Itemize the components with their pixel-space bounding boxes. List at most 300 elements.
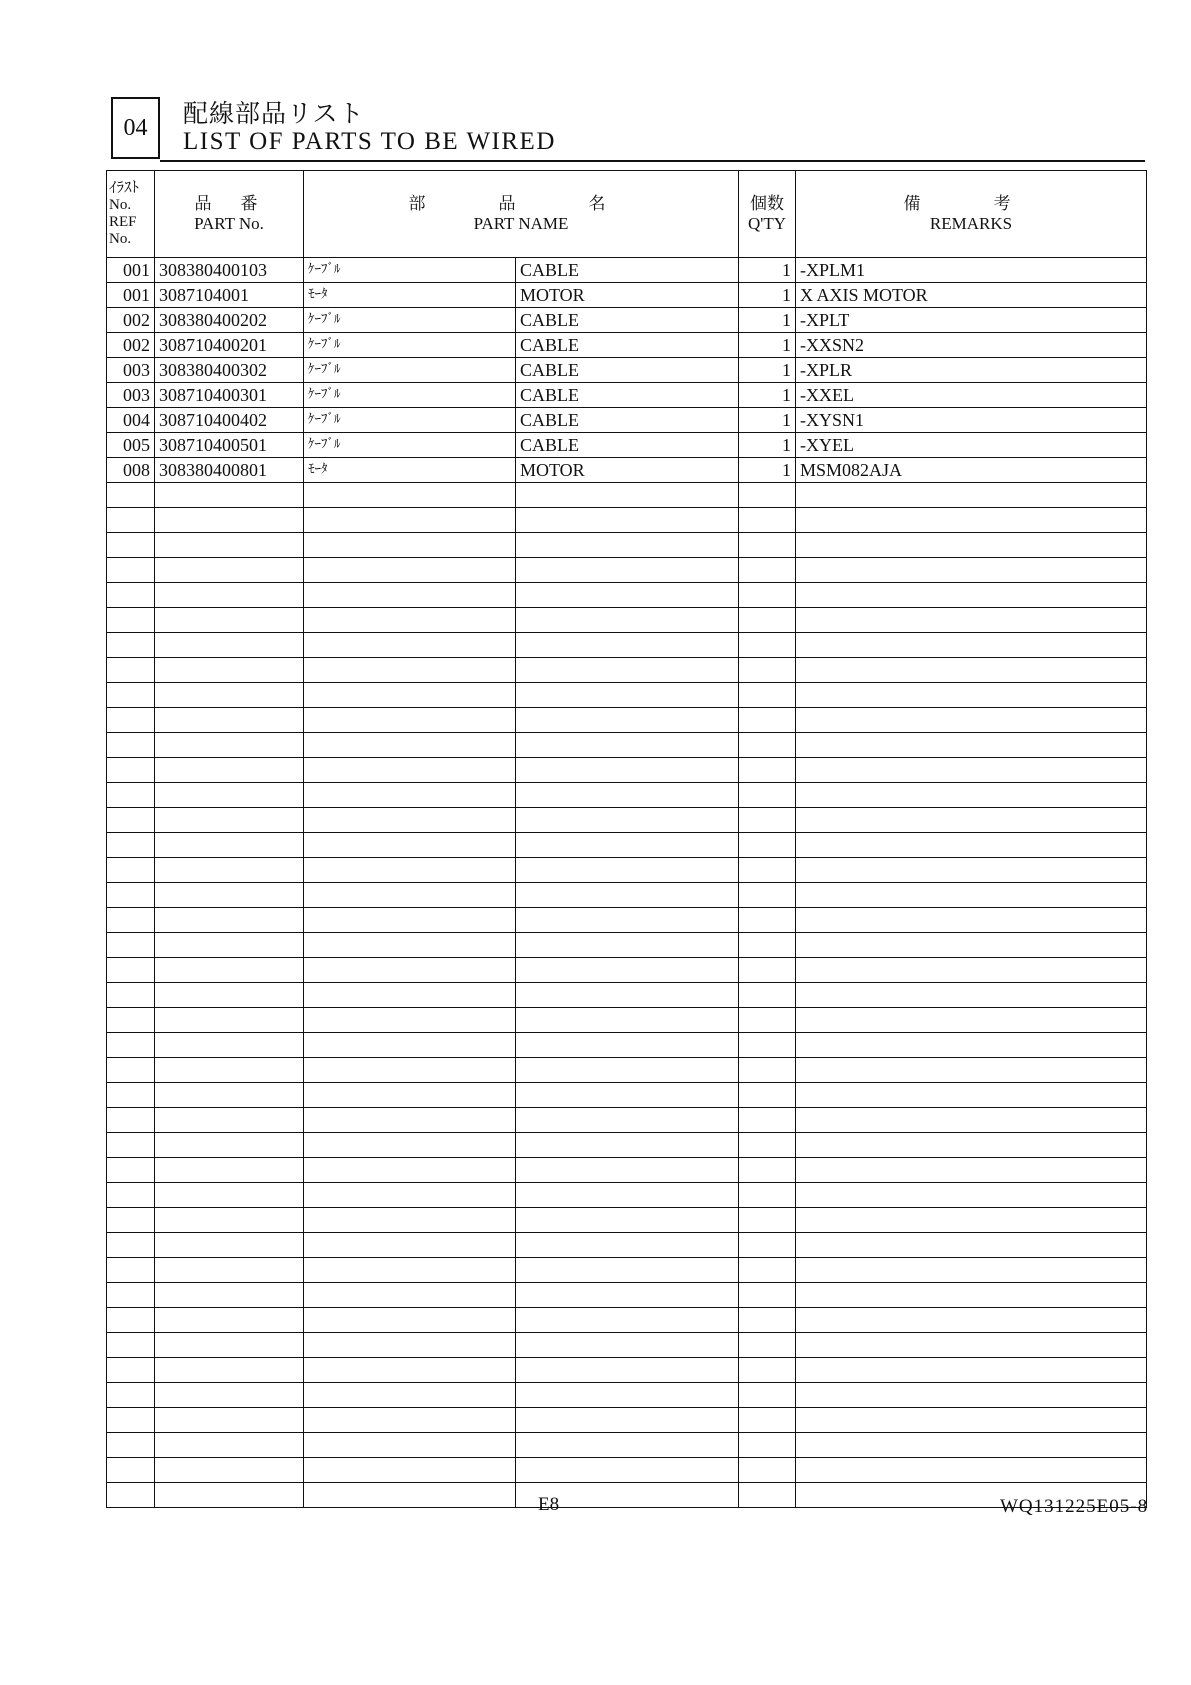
empty-cell-name-jp: [304, 883, 516, 908]
empty-cell-name-en: [516, 1383, 739, 1408]
empty-cell-part-no: [155, 1258, 304, 1283]
empty-cell-part-no: [155, 783, 304, 808]
empty-cell-name-jp: [304, 958, 516, 983]
empty-cell-part-no: [155, 583, 304, 608]
table-row: [107, 283, 1147, 308]
empty-cell-remarks: [796, 1008, 1147, 1033]
empty-cell-part-no: [155, 683, 304, 708]
empty-cell-ref: [107, 833, 155, 858]
empty-cell-part-no: [155, 1458, 304, 1483]
empty-cell-ref: [107, 1158, 155, 1183]
empty-cell-ref: [107, 783, 155, 808]
empty-cell-ref: [107, 708, 155, 733]
empty-cell-name-jp: [304, 1083, 516, 1108]
empty-table-row: [107, 783, 1147, 808]
empty-cell-qty: [739, 683, 796, 708]
empty-cell-name-jp: [304, 933, 516, 958]
empty-cell-name-en: [516, 558, 739, 583]
empty-cell-part-no: [155, 983, 304, 1008]
empty-table-row: [107, 1258, 1147, 1283]
empty-cell-name-en: [516, 1108, 739, 1133]
empty-cell-part-no: [155, 733, 304, 758]
empty-table-row: [107, 958, 1147, 983]
cell-name-jp: ｹｰﾌﾞﾙ: [304, 308, 516, 333]
empty-table-row: [107, 633, 1147, 658]
empty-cell-name-en: [516, 983, 739, 1008]
header-part-no: [155, 171, 304, 258]
table-row: [107, 408, 1147, 433]
empty-table-row: [107, 933, 1147, 958]
empty-cell-ref: [107, 1058, 155, 1083]
empty-table-row: [107, 1133, 1147, 1158]
empty-cell-qty: [739, 633, 796, 658]
empty-cell-name-jp: [304, 608, 516, 633]
empty-cell-qty: [739, 808, 796, 833]
empty-cell-qty: [739, 533, 796, 558]
empty-table-row: [107, 1458, 1147, 1483]
cell-ref: 002: [107, 308, 155, 333]
empty-table-row: [107, 1233, 1147, 1258]
empty-cell-qty: [739, 958, 796, 983]
empty-cell-ref: [107, 683, 155, 708]
empty-cell-part-no: [155, 633, 304, 658]
empty-cell-qty: [739, 1383, 796, 1408]
empty-table-row: [107, 858, 1147, 883]
empty-cell-name-jp: [304, 683, 516, 708]
empty-cell-qty: [739, 1283, 796, 1308]
empty-cell-ref: [107, 1308, 155, 1333]
empty-cell-qty: [739, 1108, 796, 1133]
empty-cell-name-en: [516, 683, 739, 708]
empty-cell-qty: [739, 1333, 796, 1358]
empty-table-row: [107, 1183, 1147, 1208]
empty-cell-part-no: [155, 958, 304, 983]
empty-cell-part-no: [155, 483, 304, 508]
empty-cell-qty: [739, 1258, 796, 1283]
empty-cell-name-jp: [304, 1483, 516, 1508]
empty-cell-qty: [739, 1183, 796, 1208]
empty-cell-ref: [107, 1108, 155, 1133]
empty-cell-qty: [739, 1158, 796, 1183]
empty-table-row: [107, 533, 1147, 558]
empty-table-row: [107, 1208, 1147, 1233]
cell-ref: 002: [107, 333, 155, 358]
empty-cell-name-jp: [304, 1008, 516, 1033]
cell-name-en: CABLE: [516, 333, 739, 358]
empty-cell-name-jp: [304, 833, 516, 858]
empty-cell-ref: [107, 1208, 155, 1233]
empty-cell-qty: [739, 608, 796, 633]
cell-ref: 001: [107, 258, 155, 283]
empty-cell-part-no: [155, 1133, 304, 1158]
empty-cell-part-no: [155, 1008, 304, 1033]
empty-cell-name-en: [516, 758, 739, 783]
empty-cell-name-en: [516, 508, 739, 533]
empty-cell-remarks: [796, 533, 1147, 558]
empty-cell-remarks: [796, 1383, 1147, 1408]
cell-name-en: CABLE: [516, 408, 739, 433]
empty-cell-part-no: [155, 558, 304, 583]
page-number: E8: [538, 1494, 560, 1515]
empty-cell-name-jp: [304, 1433, 516, 1458]
empty-cell-ref: [107, 483, 155, 508]
empty-cell-part-no: [155, 833, 304, 858]
empty-cell-ref: [107, 1258, 155, 1283]
empty-cell-ref: [107, 1233, 155, 1258]
empty-cell-remarks: [796, 1083, 1147, 1108]
empty-cell-name-en: [516, 1233, 739, 1258]
empty-cell-part-no: [155, 1108, 304, 1133]
cell-part-no: 308380400202: [155, 308, 304, 333]
empty-cell-ref: [107, 733, 155, 758]
empty-cell-ref: [107, 758, 155, 783]
empty-cell-remarks: [796, 908, 1147, 933]
cell-name-en: MOTOR: [516, 458, 739, 483]
cell-part-no: 3087104001: [155, 283, 304, 308]
empty-table-row: [107, 683, 1147, 708]
empty-cell-qty: [739, 1308, 796, 1333]
empty-cell-qty: [739, 1408, 796, 1433]
empty-table-row: [107, 1033, 1147, 1058]
cell-ref: 008: [107, 458, 155, 483]
empty-cell-part-no: [155, 1083, 304, 1108]
empty-cell-remarks: [796, 983, 1147, 1008]
empty-cell-qty: [739, 858, 796, 883]
empty-cell-remarks: [796, 1258, 1147, 1283]
empty-cell-remarks: [796, 508, 1147, 533]
header-ref-line-3: REF: [109, 214, 137, 230]
empty-cell-name-en: [516, 733, 739, 758]
empty-cell-remarks: [796, 1233, 1147, 1258]
empty-cell-remarks: [796, 1333, 1147, 1358]
table-row: [107, 308, 1147, 333]
empty-cell-qty: [739, 908, 796, 933]
page-title-english: LIST OF PARTS TO BE WIRED: [183, 128, 556, 155]
empty-cell-name-jp: [304, 1383, 516, 1408]
empty-table-row: [107, 608, 1147, 633]
empty-cell-part-no: [155, 808, 304, 833]
empty-table-row: [107, 733, 1147, 758]
empty-cell-part-no: [155, 508, 304, 533]
empty-cell-qty: [739, 933, 796, 958]
empty-cell-qty: [739, 983, 796, 1008]
empty-cell-remarks: [796, 1433, 1147, 1458]
parts-table-body: [107, 258, 1147, 1508]
header-part-no-en: PART No.: [194, 214, 264, 233]
empty-cell-ref: [107, 808, 155, 833]
cell-name-en: CABLE: [516, 358, 739, 383]
cell-qty: 1: [739, 258, 796, 283]
empty-cell-ref: [107, 1458, 155, 1483]
cell-part-no: 308710400201: [155, 333, 304, 358]
cell-ref: 004: [107, 408, 155, 433]
empty-cell-ref: [107, 1433, 155, 1458]
empty-cell-part-no: [155, 1283, 304, 1308]
table-row: [107, 258, 1147, 283]
empty-cell-remarks: [796, 1358, 1147, 1383]
empty-cell-qty: [739, 1133, 796, 1158]
empty-cell-qty: [739, 733, 796, 758]
empty-cell-part-no: [155, 858, 304, 883]
table-row: [107, 458, 1147, 483]
cell-remarks: -XXEL: [796, 383, 1147, 408]
header-qty: [739, 171, 796, 258]
empty-cell-remarks: [796, 658, 1147, 683]
empty-cell-qty: [739, 1058, 796, 1083]
header-ref: [107, 171, 155, 258]
cell-name-jp: ｹｰﾌﾞﾙ: [304, 333, 516, 358]
empty-cell-name-en: [516, 1358, 739, 1383]
empty-cell-part-no: [155, 1183, 304, 1208]
empty-cell-name-jp: [304, 658, 516, 683]
empty-table-row: [107, 708, 1147, 733]
empty-cell-name-jp: [304, 1408, 516, 1433]
header-qty-jp: 個数: [750, 194, 784, 214]
cell-qty: 1: [739, 408, 796, 433]
header-qty-en: Q'TY: [747, 214, 786, 233]
empty-cell-ref: [107, 1083, 155, 1108]
empty-cell-ref: [107, 1008, 155, 1033]
empty-cell-name-en: [516, 1158, 739, 1183]
empty-cell-remarks: [796, 708, 1147, 733]
empty-cell-name-en: [516, 908, 739, 933]
empty-cell-name-en: [516, 833, 739, 858]
empty-cell-remarks: [796, 483, 1147, 508]
empty-cell-part-no: [155, 1308, 304, 1333]
empty-table-row: [107, 883, 1147, 908]
empty-cell-name-jp: [304, 508, 516, 533]
empty-cell-name-jp: [304, 483, 516, 508]
cell-qty: 1: [739, 333, 796, 358]
empty-cell-name-jp: [304, 908, 516, 933]
cell-remarks: -XXSN2: [796, 333, 1147, 358]
empty-cell-name-jp: [304, 1183, 516, 1208]
empty-cell-ref: [107, 883, 155, 908]
empty-cell-name-jp: [304, 1158, 516, 1183]
empty-cell-remarks: [796, 958, 1147, 983]
empty-cell-ref: [107, 1283, 155, 1308]
cell-ref: 003: [107, 358, 155, 383]
empty-cell-remarks: [796, 758, 1147, 783]
empty-cell-part-no: [155, 1208, 304, 1233]
empty-cell-part-no: [155, 1158, 304, 1183]
empty-cell-remarks: [796, 1308, 1147, 1333]
empty-cell-qty: [739, 1433, 796, 1458]
empty-cell-name-en: [516, 1333, 739, 1358]
empty-table-row: [107, 1083, 1147, 1108]
header-remarks-jp: 備 考: [903, 194, 1039, 214]
empty-table-row: [107, 658, 1147, 683]
empty-cell-name-jp: [304, 1258, 516, 1283]
empty-table-row: [107, 1283, 1147, 1308]
empty-cell-part-no: [155, 658, 304, 683]
empty-cell-ref: [107, 1333, 155, 1358]
empty-cell-name-en: [516, 783, 739, 808]
cell-name-en: CABLE: [516, 383, 739, 408]
empty-table-row: [107, 1008, 1147, 1033]
empty-cell-name-jp: [304, 858, 516, 883]
cell-ref: 001: [107, 283, 155, 308]
empty-cell-part-no: [155, 758, 304, 783]
empty-cell-qty: [739, 1358, 796, 1383]
empty-cell-name-jp: [304, 1333, 516, 1358]
empty-cell-remarks: [796, 683, 1147, 708]
table-row: [107, 383, 1147, 408]
empty-table-row: [107, 483, 1147, 508]
empty-table-row: [107, 983, 1147, 1008]
empty-cell-name-en: [516, 1283, 739, 1308]
cell-qty: 1: [739, 283, 796, 308]
empty-table-row: [107, 1483, 1147, 1508]
empty-cell-part-no: [155, 533, 304, 558]
cell-remarks: -XPLM1: [796, 258, 1147, 283]
cell-qty: 1: [739, 383, 796, 408]
empty-cell-part-no: [155, 1383, 304, 1408]
cell-qty: 1: [739, 358, 796, 383]
empty-table-row: [107, 508, 1147, 533]
empty-cell-remarks: [796, 1033, 1147, 1058]
empty-cell-qty: [739, 1033, 796, 1058]
empty-cell-remarks: [796, 883, 1147, 908]
empty-cell-qty: [739, 708, 796, 733]
empty-cell-remarks: [796, 1283, 1147, 1308]
empty-cell-remarks: [796, 558, 1147, 583]
empty-cell-remarks: [796, 858, 1147, 883]
empty-cell-name-en: [516, 858, 739, 883]
empty-table-row: [107, 908, 1147, 933]
header-remarks-en: REMARKS: [929, 214, 1013, 233]
empty-cell-name-en: [516, 1008, 739, 1033]
cell-ref: 003: [107, 383, 155, 408]
empty-cell-ref: [107, 508, 155, 533]
empty-cell-part-no: [155, 908, 304, 933]
empty-cell-remarks: [796, 833, 1147, 858]
page-title-japanese: 配線部品リスト: [183, 99, 365, 128]
empty-table-row: [107, 1308, 1147, 1333]
cell-name-jp: ﾓｰﾀ: [304, 283, 516, 308]
empty-cell-part-no: [155, 1333, 304, 1358]
empty-cell-ref: [107, 908, 155, 933]
empty-cell-qty: [739, 833, 796, 858]
empty-cell-part-no: [155, 1408, 304, 1433]
empty-cell-part-no: [155, 708, 304, 733]
empty-cell-ref: [107, 1183, 155, 1208]
empty-cell-ref: [107, 933, 155, 958]
empty-cell-qty: [739, 1208, 796, 1233]
empty-cell-name-jp: [304, 1108, 516, 1133]
empty-cell-part-no: [155, 1233, 304, 1258]
header-ref-line-4: No.: [109, 231, 132, 247]
empty-cell-qty: [739, 1008, 796, 1033]
empty-cell-name-jp: [304, 1358, 516, 1383]
empty-cell-name-jp: [304, 1458, 516, 1483]
empty-cell-name-jp: [304, 583, 516, 608]
empty-cell-name-en: [516, 583, 739, 608]
empty-cell-name-jp: [304, 1133, 516, 1158]
empty-cell-part-no: [155, 883, 304, 908]
cell-name-en: MOTOR: [516, 283, 739, 308]
empty-cell-qty: [739, 483, 796, 508]
empty-cell-name-jp: [304, 1208, 516, 1233]
empty-cell-name-en: [516, 1258, 739, 1283]
cell-name-en: CABLE: [516, 433, 739, 458]
table-row: [107, 333, 1147, 358]
empty-cell-remarks: [796, 1458, 1147, 1483]
empty-cell-remarks: [796, 1133, 1147, 1158]
empty-cell-name-jp: [304, 733, 516, 758]
empty-table-row: [107, 1108, 1147, 1133]
empty-cell-qty: [739, 758, 796, 783]
empty-cell-remarks: [796, 933, 1147, 958]
empty-cell-qty: [739, 558, 796, 583]
cell-name-jp: ｹｰﾌﾞﾙ: [304, 358, 516, 383]
empty-cell-qty: [739, 783, 796, 808]
cell-name-jp: ｹｰﾌﾞﾙ: [304, 383, 516, 408]
empty-table-row: [107, 1358, 1147, 1383]
cell-name-en: CABLE: [516, 258, 739, 283]
cell-qty: 1: [739, 308, 796, 333]
empty-cell-remarks: [796, 808, 1147, 833]
cell-part-no: 308380400302: [155, 358, 304, 383]
empty-cell-qty: [739, 1233, 796, 1258]
empty-cell-name-en: [516, 808, 739, 833]
empty-cell-qty: [739, 1083, 796, 1108]
empty-cell-name-en: [516, 533, 739, 558]
empty-cell-remarks: [796, 1183, 1147, 1208]
empty-cell-name-jp: [304, 1308, 516, 1333]
cell-remarks: X AXIS MOTOR: [796, 283, 1147, 308]
empty-table-row: [107, 1158, 1147, 1183]
empty-cell-name-en: [516, 1208, 739, 1233]
table-row: [107, 433, 1147, 458]
empty-cell-name-jp: [304, 783, 516, 808]
cell-qty: 1: [739, 458, 796, 483]
empty-cell-part-no: [155, 1058, 304, 1083]
empty-table-row: [107, 1383, 1147, 1408]
empty-cell-part-no: [155, 933, 304, 958]
empty-cell-name-jp: [304, 1058, 516, 1083]
empty-cell-ref: [107, 1358, 155, 1383]
cell-remarks: -XYSN1: [796, 408, 1147, 433]
empty-cell-remarks: [796, 608, 1147, 633]
cell-name-jp: ｹｰﾌﾞﾙ: [304, 433, 516, 458]
empty-cell-name-en: [516, 1308, 739, 1333]
empty-cell-name-jp: [304, 633, 516, 658]
empty-cell-name-en: [516, 1133, 739, 1158]
empty-cell-name-jp: [304, 808, 516, 833]
cell-part-no: 308380400103: [155, 258, 304, 283]
empty-table-row: [107, 758, 1147, 783]
cell-name-en: CABLE: [516, 308, 739, 333]
empty-cell-name-en: [516, 658, 739, 683]
empty-cell-remarks: [796, 1408, 1147, 1433]
empty-cell-ref: [107, 583, 155, 608]
empty-cell-name-en: [516, 483, 739, 508]
parts-table: [106, 170, 1147, 1508]
empty-cell-ref: [107, 1408, 155, 1433]
empty-cell-name-jp: [304, 983, 516, 1008]
empty-cell-part-no: [155, 608, 304, 633]
empty-cell-name-jp: [304, 1233, 516, 1258]
empty-cell-remarks: [796, 1158, 1147, 1183]
empty-table-row: [107, 833, 1147, 858]
empty-cell-part-no: [155, 1033, 304, 1058]
cell-ref: 005: [107, 433, 155, 458]
cell-part-no: 308710400402: [155, 408, 304, 433]
empty-cell-ref: [107, 658, 155, 683]
empty-cell-qty: [739, 1483, 796, 1508]
cell-name-jp: ｹｰﾌﾞﾙ: [304, 408, 516, 433]
